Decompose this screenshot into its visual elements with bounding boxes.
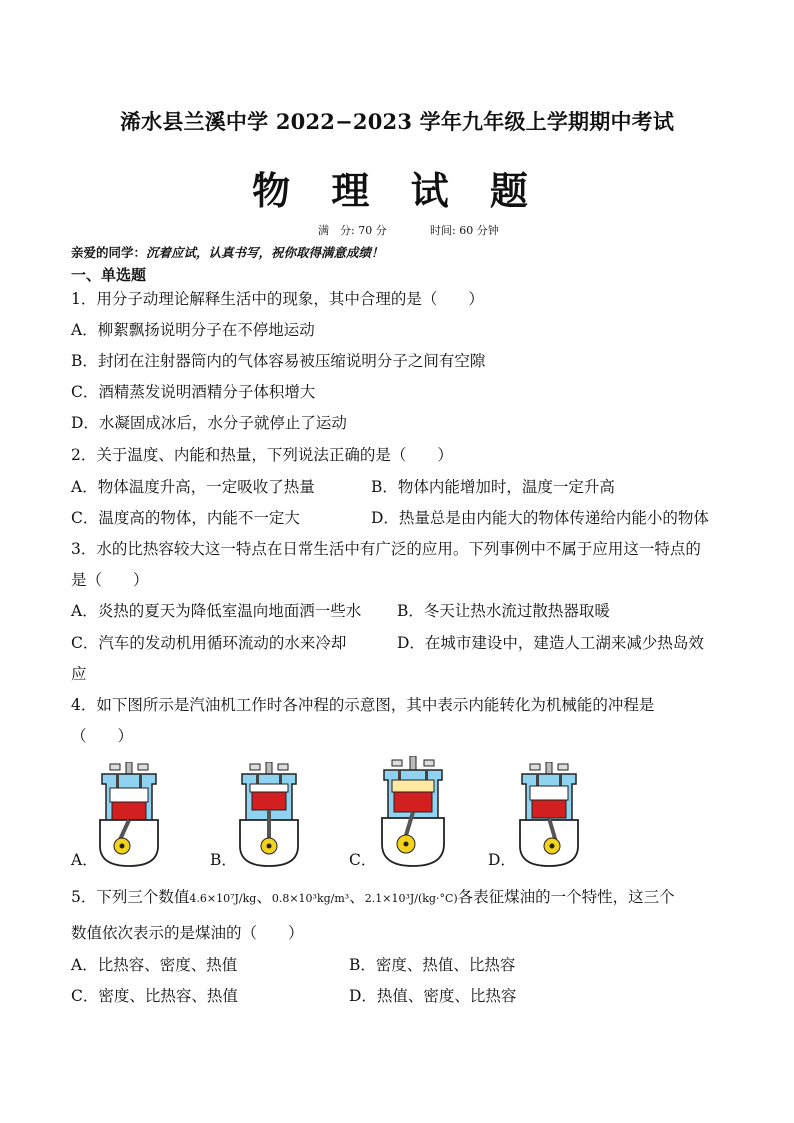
q5-option-a: A．比热容、密度、热值 <box>71 956 238 974</box>
q1-option-b: B．封闭在注射器筒内的气体容易被压缩说明分子之间有空隙 <box>71 352 486 370</box>
q4-stem-line2: （ ） <box>71 727 134 745</box>
section-heading: 一、单选题 <box>71 266 147 284</box>
q3-stem-line2: 是（ ） <box>71 571 149 589</box>
engine-diagram-a <box>96 762 162 868</box>
q5-sep2: 、 <box>349 888 365 906</box>
q1-stem: 1．用分子动理论解释生活中的现象，其中合理的是（ ） <box>71 290 484 308</box>
q3-option-b: B．冬天让热水流过散热器取暖 <box>397 602 610 620</box>
greeting-body: 沉着应试，认真书写，祝你取得满意成绩！ <box>146 245 384 260</box>
exam-title: 浠水县兰溪中学 2022−2023 学年九年级上学期期中考试 <box>119 109 675 134</box>
q2-option-b: B．物体内能增加时，温度一定升高 <box>371 478 615 496</box>
q5-stem-pre: 5．下列三个数值 <box>71 888 190 906</box>
q4-stem-line1: 4．如下图所示是汽油机工作时各冲程的示意图，其中表示内能转化为机械能的冲程是 <box>71 696 655 714</box>
q2-stem: 2．关于温度、内能和热量，下列说法正确的是（ ） <box>71 446 453 464</box>
q5-stem-line1 <box>71 887 675 909</box>
q4-label-d: D． <box>488 851 516 869</box>
full-score: 满 分: 70 分 <box>318 224 387 237</box>
q3-option-a: A．炎热的夏天为降低室温向地面洒一些水 <box>71 602 362 620</box>
q2-option-a: A．物体温度升高，一定吸收了热量 <box>71 478 315 496</box>
q5-value-heat: 4.6×10⁷J/kg <box>189 892 257 905</box>
q4-label-c: C． <box>349 851 377 869</box>
engine-c-body <box>382 756 444 866</box>
engine-diagram-b <box>236 762 302 868</box>
q5-option-d: D．热值、密度、比热容 <box>349 987 517 1005</box>
exam-time: 时间: 60 分钟 <box>430 224 499 237</box>
q3-option-d-cont: 应 <box>71 665 87 683</box>
q4-label-b: B． <box>210 851 237 869</box>
subject-title: 物 理 试 题 <box>252 168 542 213</box>
engine-d-body <box>520 762 578 866</box>
q3-option-d: D．在城市建设中，建造人工湖来减少热岛效 <box>397 634 704 652</box>
q5-option-b: B．密度、热值、比热容 <box>349 956 516 974</box>
q1-option-d: D．水凝固成冰后，水分子就停止了运动 <box>71 414 347 432</box>
q4-label-a: A． <box>71 851 98 869</box>
q3-stem-line1: 3．水的比热容较大这一特点在日常生活中有广泛的应用。下列事例中不属于应用这一特点的 <box>71 540 701 558</box>
engine-diagram-c <box>378 756 448 868</box>
q2-option-c: C．温度高的物体，内能不一定大 <box>71 509 300 527</box>
q5-stem-line2: 数值依次表示的是煤油的（ ） <box>71 924 304 942</box>
q5-sep1: 、 <box>256 888 272 906</box>
q5-value-specific-heat: 2.1×10³J/(kg·°C) <box>364 892 458 905</box>
greeting <box>71 243 384 261</box>
q1-option-c: C．酒精蒸发说明酒精分子体积增大 <box>71 383 316 401</box>
greeting-lead: 亲爱的同学： <box>71 245 147 260</box>
q5-stem-post: 各表征煤油的一个特性，这三个 <box>457 888 675 906</box>
q5-option-c: C．密度、比热容、热值 <box>71 987 238 1005</box>
engine-a-body <box>100 762 158 866</box>
q5-value-density: 0.8×10³kg/m³ <box>271 892 350 905</box>
engine-b-body <box>240 762 298 866</box>
q3-option-c: C．汽车的发动机用循环流动的水来冷却 <box>71 634 347 652</box>
q1-option-a: A．柳絮飘扬说明分子在不停地运动 <box>71 321 315 339</box>
engine-diagram-d <box>516 762 582 868</box>
q2-option-d: D．热量总是由内能大的物体传递给内能小的物体 <box>371 509 709 527</box>
